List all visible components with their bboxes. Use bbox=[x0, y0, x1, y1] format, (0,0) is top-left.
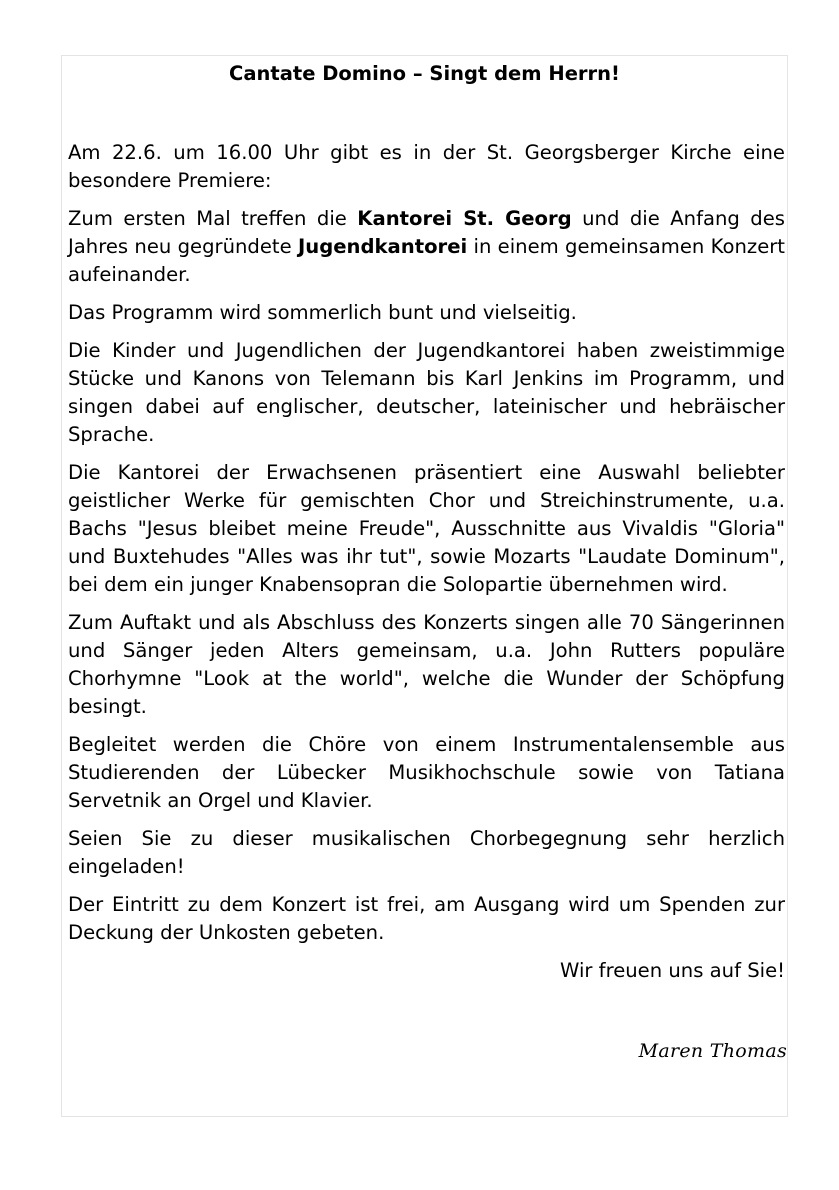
intro-paragraph: Am 22.6. um 16.00 Uhr gibt es in der St. Georgsberger Kirche eine besondere Premiere: bbox=[68, 141, 785, 192]
text-segment: und die Anfang des Jahres neu gegründete bbox=[68, 207, 785, 258]
paragraph-admission: Der Eintritt zu dem Konzert ist frei, am Ausgang wird um Spenden zur Deckung der Unkosten gebeten. bbox=[68, 893, 785, 944]
bold-kantorei: Kantorei St. Georg bbox=[357, 207, 572, 230]
closing-line: Wir freuen uns auf Sie! bbox=[560, 959, 785, 982]
paragraph-accompaniment: Begleitet werden die Chöre von einem Instrumentalensemble aus Studierenden der Lübecker Musikhochschule sowie von Tatiana Servetnik an Orgel und Klavier. bbox=[68, 733, 785, 812]
signature: Maren Thomas bbox=[638, 1040, 787, 1062]
paragraph-all-singers: Zum Auftakt und als Abschluss des Konzerts singen alle 70 Sängerinnen und Sänger jeden Alters gemeinsam, u.a. John Rutters populäre Chorhymne "Look at the world", welche die Wunder der Schöpfung besingt. bbox=[68, 611, 785, 718]
paragraph-invitation: Seien Sie zu dieser musikalischen Chorbegegnung sehr herzlich eingeladen! bbox=[68, 827, 785, 878]
text-segment: in einem gemeinsamen Konzert aufeinander. bbox=[68, 235, 785, 286]
paragraph-youth: Die Kinder und Jugendlichen der Jugendkantorei haben zweistimmige Stücke und Kanons von Telemann bis Karl Jenkins im Programm, und singen dabei auf englischer, deutscher, lateinischer und hebräischer Sprache. bbox=[68, 339, 785, 446]
document-title: Cantate Domino – Singt dem Herrn! bbox=[229, 62, 620, 85]
text-segment: Zum ersten Mal treffen die bbox=[68, 207, 358, 230]
bold-jugendkantorei: Jugendkantorei bbox=[297, 235, 468, 258]
paragraph-program: Das Programm wird sommerlich bunt und vielseitig. bbox=[68, 301, 577, 324]
paragraph-choirs bbox=[68, 205, 785, 289]
paragraph-adults: Die Kantorei der Erwachsenen präsentiert eine Auswahl beliebter geistlicher Werke für gemischten Chor und Streichinstrumente, u.a. Bachs "Jesus bleibet meine Freude", Ausschnitte aus Vivaldis "Gloria" und Buxtehudes "Alles was ihr tut", sowie Mozarts "Laudate Dominum", bei dem ein junger Knabensopran die Solopartie übernehmen wird. bbox=[68, 461, 785, 596]
document-body bbox=[68, 139, 785, 995]
